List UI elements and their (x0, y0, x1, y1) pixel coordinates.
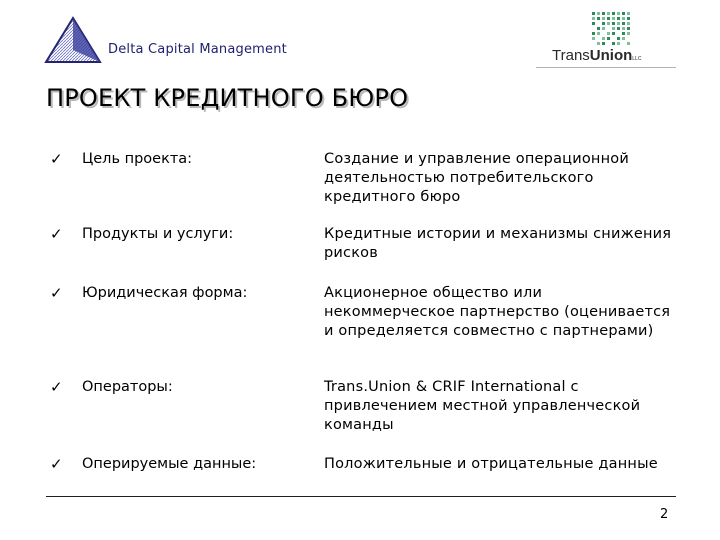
footer-divider (46, 496, 676, 497)
checkmark-icon: ✓ (50, 225, 63, 243)
item-label: Продукты и услуги: (82, 226, 234, 242)
transunion-trademark: LLC (632, 56, 642, 62)
checkmark-icon: ✓ (50, 284, 63, 302)
item-label: Оперируемые данные: (82, 456, 257, 472)
checkmark-icon: ✓ (50, 150, 63, 168)
transunion-word-plain: Trans (552, 47, 590, 64)
page-number: 2 (660, 507, 669, 522)
item-value: Положительные и отрицательные данные (324, 456, 658, 472)
item-value: Кредитные истории и механизмы снижения рисков (324, 226, 672, 261)
checkmark-icon: ✓ (50, 455, 63, 473)
checkmark-icon: ✓ (50, 378, 63, 396)
item-label: Операторы: (82, 379, 173, 395)
delta-capital-name: Delta Capital Management (108, 42, 287, 57)
item-value: Создание и управление операционной деятельностью потребительского кредитного бюро (324, 151, 629, 205)
item-label: Цель проекта: (82, 151, 193, 167)
item-label: Юридическая форма: (82, 285, 248, 301)
page-title: ПРОЕКТ КРЕДИТНОГО БЮРО (46, 84, 409, 112)
item-value: Trans.Union & CRIF International с привлечением местной управленческой команды (324, 379, 641, 433)
item-value: Акционерное общество или некоммерческое партнерство (оценивается и определяется совместно с партнерами) (324, 285, 671, 339)
transunion-word-bold: Union (589, 47, 633, 64)
